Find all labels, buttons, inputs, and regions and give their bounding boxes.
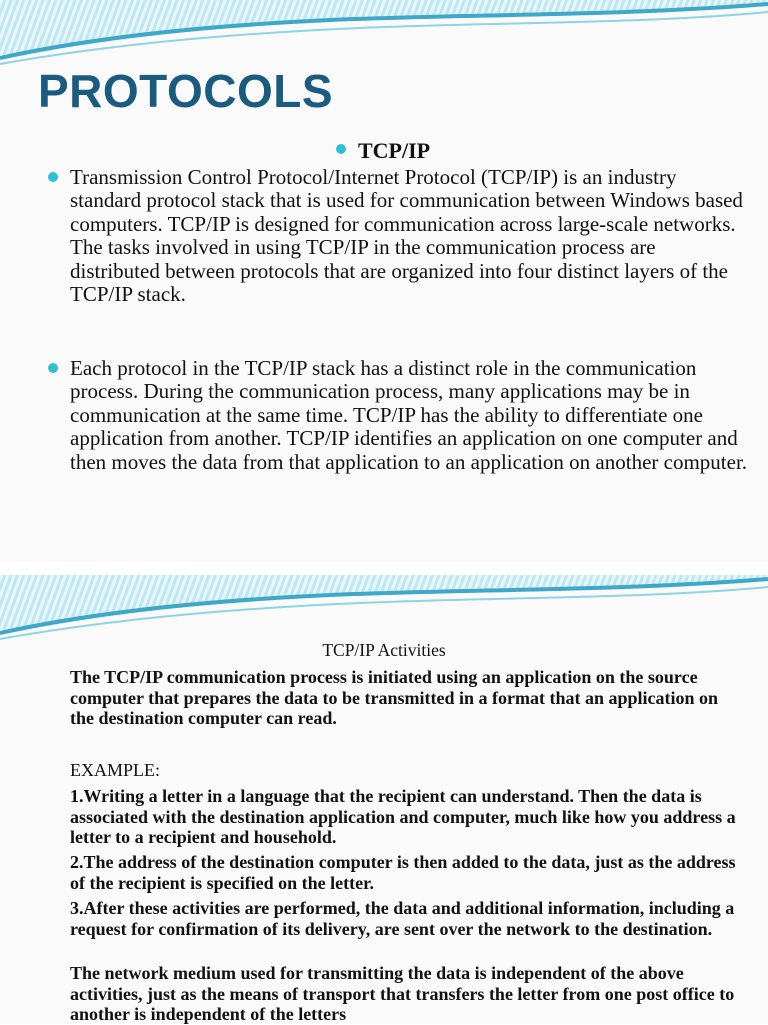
example-item-3: 3.After these activities are performed, the data and additional information, including a request for confirmation of its delivery, are sent over the network to the destination. (70, 898, 735, 939)
subheading: TCP/IP (358, 138, 431, 163)
bullet-dot-icon (336, 144, 346, 154)
bullet-dot-icon (48, 172, 58, 182)
example-item-2: 2.The address of the destination computer is then added to the data, just as the address of the recipient is specified on the letter. (70, 852, 736, 893)
slide-title: PROTOCOLS (38, 65, 334, 117)
slide-divider (0, 562, 768, 575)
paragraph-2: Each protocol in the TCP/IP stack has a distinct role in the communication process. During the communication process, many applications may be in communication at the same time. TCP/IP has the ability to differentiate one application from another. TCP/IP identifies an application on one computer and then moves the data from that application to an application on another computer. (70, 356, 748, 474)
paragraph-1: Transmission Control Protocol/Internet Protocol (TCP/IP) is an industry standard protocol stack that is used for communication between Windows based computers. TCP/IP is designed for communication across large-scale networks. The tasks involved in using TCP/IP in the communication process are distributed between protocols that are organized into four distinct layers of the TCP/IP stack. (70, 165, 743, 307)
bullet-dot-icon (48, 363, 58, 373)
example-item-1: 1.Writing a letter in a language that the recipient can understand. Then the data is associated with the destination application and computer, much like how you address a letter to a recipient and household. (70, 786, 736, 847)
closing-paragraph: The network medium used for transmitting the data is independent of the above activities, just as the means of transport that transfers the letter from one post office to another is independent of the letters (70, 963, 735, 1024)
example-label: EXAMPLE: (70, 760, 160, 780)
intro-paragraph: The TCP/IP communication process is initiated using an application on the source computer that prepares the data to be transmitted in a format that an application on the destination computer can read. (70, 667, 718, 728)
wave-banner-decoration (0, 575, 768, 645)
wave-banner-decoration (0, 0, 768, 70)
slide-2-heading: TCP/IP Activities (322, 640, 446, 660)
